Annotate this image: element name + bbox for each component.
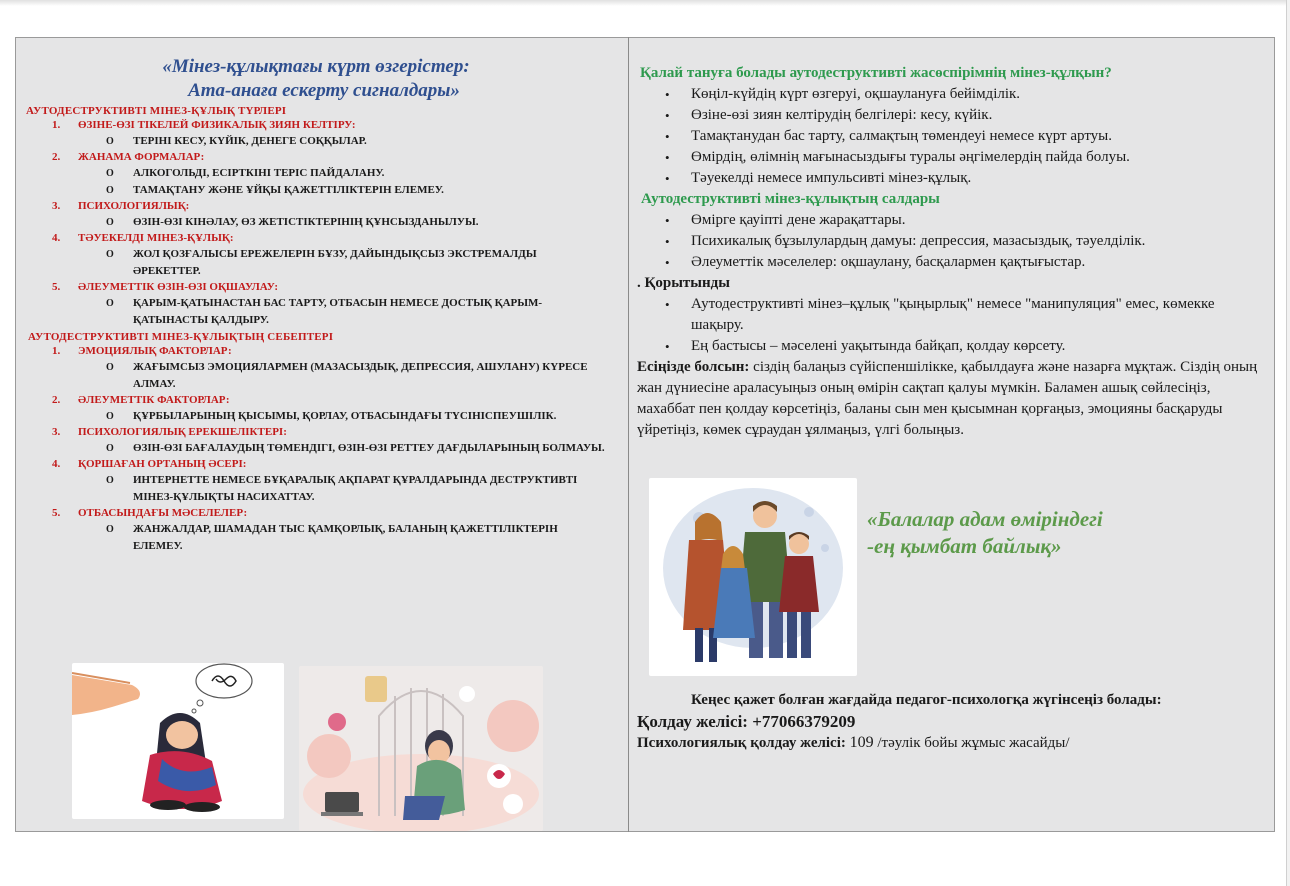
item-number: 1.	[52, 345, 61, 357]
list-item-text: ӨЗІН-ӨЗІ БАҒАЛАУДЫҢ ТӨМЕНДІГІ, ӨЗІН-ӨЗІ РЕТТЕУ ДАҒДЫЛАРЫНЫҢ БОЛМАУЫ.	[133, 442, 605, 454]
helping-hand-icon	[72, 675, 140, 715]
conclusion-list	[637, 294, 1265, 357]
remember-label: Есіңізде болсын:	[637, 359, 750, 375]
list-item-text: ИНТЕРНЕТТЕ НЕМЕСЕ БҰҚАРАЛЫҚ АҚПАРАТ ҚҰРАЛДАРЫНДА ДЕСТРУКТИВТІ МІНЕЗ-ҚҰЛЫҚТЫ НАСИХАТТАУ.	[133, 474, 578, 503]
consequences-list	[637, 210, 1265, 273]
helpline-row	[637, 711, 1267, 732]
conclusion-heading: . Қорытынды	[637, 275, 730, 291]
circle-bullet-icon: O	[106, 249, 114, 260]
circle-bullet-icon: O	[106, 185, 114, 196]
bullet-item	[665, 168, 1265, 189]
bullet-icon: •	[665, 171, 670, 186]
list-item-text: ӨЗІН-ӨЗІ КІНӘЛАУ, ӨЗ ЖЕТІСТІКТЕРІНІҢ ҚҰНСЫЗДАНЫЛУЫ.	[133, 216, 479, 228]
leaflet-title-line2: Ата-анаға ескерту сигналдары»	[188, 80, 460, 101]
left-panel	[18, 55, 624, 555]
types-item-3	[52, 199, 624, 214]
item-number: 3.	[52, 200, 61, 212]
causes-item-1	[52, 344, 624, 359]
bullet-item	[665, 210, 1265, 231]
circle-bullet-icon: O	[106, 443, 114, 454]
causes-item-4	[52, 457, 624, 472]
item-number: 1.	[52, 119, 61, 131]
circle-bullet-icon: O	[106, 362, 114, 373]
remember-text: сіздің балаңыз сүйіспеншілікке, қабылдауға және назарға мұқтаж. Сіздің оның жан дүниесіне араласуыңыз оның өмірін сақтап қалуы мүмкін. Баламен ашық сөйлесіңіз, махаббат пен қолдау көрсетіңіз, баланы сын мен қысымнан қорғаңыз, эмоцияны басқаруды үйретіңіз, көмек сұраудан ұялмаңыз, үлгі болыңыз.	[637, 359, 1258, 438]
drink-icon	[365, 676, 387, 702]
circle-bullet-icon: O	[106, 411, 114, 422]
circle-bullet-icon: O	[106, 217, 114, 228]
illustration-caged-teen	[299, 666, 543, 831]
types-list	[18, 118, 624, 329]
laptop-icon	[325, 792, 359, 812]
list-item	[106, 408, 606, 425]
circle-bullet-icon: O	[106, 524, 114, 535]
psych-note: /тәулік бойы жұмыс жасайды/	[877, 735, 1070, 751]
list-item-text: ҚҰРБЫЛАРЫНЫҢ ҚЫСЫМЫ, ҚОРЛАУ, ОТБАСЫНДАҒЫ ТҮСІНІСПЕУШІЛІК.	[133, 410, 557, 422]
list-item	[106, 472, 606, 506]
item-number: 2.	[52, 394, 61, 406]
quote-line2: -ең қымбат байлық»	[867, 534, 1062, 558]
bullet-item	[665, 147, 1265, 168]
item-label: ҚОРШАҒАН ОРТАНЫҢ ӘСЕРІ:	[78, 458, 247, 470]
illustration-sad-girl	[72, 663, 284, 819]
causes-list	[18, 344, 624, 555]
bullet-icon: •	[665, 108, 670, 123]
list-item	[106, 295, 606, 329]
quote	[867, 506, 1103, 560]
bullet-item	[665, 231, 1265, 252]
item-number: 4.	[52, 232, 61, 244]
contacts-block	[637, 690, 1267, 754]
causes-heading: АУТОДЕСТРУКТИВТІ МІНЕЗ-ҚҰЛЫҚТЫҢ СЕБЕПТЕРІ	[28, 331, 334, 343]
list-item-text: ТАМАҚТАНУ ЖӘНЕ ҰЙҚЫ ҚАЖЕТТІЛІКТЕРІН ЕЛЕМЕУ.	[133, 184, 444, 196]
bullet-icon: •	[665, 129, 670, 144]
bullet-text: Тамақтанудан бас тарту, салмақтың төмендеуі немесе күрт артуы.	[691, 128, 1113, 144]
bullet-text: Аутодеструктивті мінез–құлық "қыңырлық" немесе "манипуляция" емес, көмекке шақыру.	[691, 296, 1215, 333]
item-number: 2.	[52, 151, 61, 163]
item-label: ПСИХОЛОГИЯЛЫҚ ЕРЕКШЕЛІКТЕРІ:	[78, 426, 287, 438]
circle-bullet-icon: O	[106, 136, 114, 147]
bullet-text: Әлеуметтік мәселелер: оқшаулану, басқалармен қақтығыстар.	[691, 254, 1086, 270]
bullet-icon: •	[665, 255, 670, 270]
recognize-heading: Қалай тануға болады аутодеструктивті жасөспірімнің мінез-құлқын?	[640, 65, 1112, 81]
helpline-number: +77066379209	[752, 712, 856, 731]
bullet-text: Өзіне-өзі зиян келтірудің белгілері: кесу, күйік.	[691, 107, 993, 123]
bullet-item	[665, 84, 1265, 105]
sad-girl-drawing	[72, 663, 284, 819]
recognize-list	[637, 84, 1265, 189]
bullet-text: Өмірдің, өлімнің мағынасыздығы туралы әңгімелердің пайда болуы.	[691, 149, 1130, 165]
item-label: ПСИХОЛОГИЯЛЫҚ:	[78, 200, 190, 212]
item-label: ЖАНАМА ФОРМАЛАР:	[78, 151, 205, 163]
item-label: ӨЗІНЕ-ӨЗІ ТІКЕЛЕЙ ФИЗИКАЛЫҚ ЗИЯН КЕЛТІРУ:	[78, 119, 356, 131]
item-label: ТӘУЕКЕЛДІ МІНЕЗ-ҚҰЛЫҚ:	[78, 232, 234, 244]
top-edge	[0, 0, 1286, 6]
circle-bullet-icon: O	[106, 298, 114, 309]
psych-row	[637, 732, 1267, 754]
list-item	[106, 214, 606, 231]
list-item	[106, 182, 606, 199]
list-item	[106, 165, 606, 182]
list-item	[106, 440, 606, 457]
caged-teen-drawing	[299, 666, 543, 831]
item-label: ЭМОЦИЯЛЫҚ ФАКТОРЛАР:	[78, 345, 232, 357]
list-item	[106, 521, 606, 555]
psych-label: Психологиялық қолдау желісі:	[637, 735, 846, 751]
bullet-icon: •	[665, 150, 670, 165]
item-label: ОТБАСЫНДАҒЫ МӘСЕЛЕЛЕР:	[78, 507, 248, 519]
bullet-icon: •	[665, 234, 670, 249]
bullet-text: Ең бастысы – мәселені уақытында байқап, қолдау көрсету.	[691, 338, 1066, 354]
bullet-icon: •	[665, 297, 670, 312]
right-panel	[637, 63, 1265, 441]
list-item-text: ЖОЛ ҚОЗҒАЛЫСЫ ЕРЕЖЕЛЕРІН БҰЗУ, ДАЙЫНДЫҚСЫЗ ЭКСТРЕМАЛДЫ ӘРЕКЕТТЕР.	[133, 248, 537, 277]
list-item-text: ЖАҒЫМСЫЗ ЭМОЦИЯЛАРМЕН (МАЗАСЫЗДЫҚ, ДЕПРЕССИЯ, АШУЛАНУ) КҮРЕСЕ АЛМАУ.	[133, 361, 588, 390]
helpline-label: Қолдау желісі:	[637, 712, 748, 731]
advice-text: Кеңес қажет болған жағдайда педагог-психологқа жүгінсеңіз болады:	[691, 692, 1162, 708]
bullet-item	[665, 105, 1265, 126]
causes-item-2	[52, 393, 624, 408]
causes-item-5	[52, 506, 624, 521]
fold-divider	[628, 37, 629, 832]
list-item-text: ҚАРЫМ-ҚАТЫНАСТАН БАС ТАРТУ, ОТБАСЫН НЕМЕСЕ ДОСТЫҚ ҚАРЫМ-ҚАТЫНАСТЫ ҚАЛДЫРУ.	[133, 297, 543, 326]
types-item-1	[52, 118, 624, 133]
item-label: ӘЛЕУМЕТТІК ФАКТОРЛАР:	[78, 394, 230, 406]
consequences-heading: Аутодеструктивті мінез-құлықтың салдары	[641, 191, 940, 207]
item-number: 5.	[52, 281, 61, 293]
item-number: 4.	[52, 458, 61, 470]
remember-paragraph	[637, 357, 1265, 441]
causes-item-3	[52, 425, 624, 440]
pill-icon	[328, 713, 346, 731]
bullet-icon: •	[665, 87, 670, 102]
bullet-text: Көңіл-күйдің күрт өзгеруі, оқшаулануға бейімділік.	[691, 86, 1021, 102]
list-item	[106, 359, 606, 393]
bullet-icon: •	[665, 213, 670, 228]
list-item-text: АЛКОГОЛЬДІ, ЕСІРТКІНІ ТЕРІС ПАЙДАЛАНУ.	[133, 167, 385, 179]
bullet-text: Тәуекелді немесе импульсивті мінез-құлық.	[691, 170, 972, 186]
quote-line1: «Балалар адам өміріндегі	[867, 507, 1103, 531]
bullet-item	[665, 294, 1265, 336]
psych-number: 109	[849, 734, 874, 751]
types-item-5	[52, 280, 624, 295]
bullet-text: Өмірге қауіпті дене жарақаттары.	[691, 212, 906, 228]
leaflet-title-line1: «Мінез-құлықтағы күрт өзгерістер:	[162, 56, 470, 77]
circle-bullet-icon: O	[106, 475, 114, 486]
family-drawing	[649, 478, 857, 676]
item-number: 5.	[52, 507, 61, 519]
types-item-2	[52, 150, 624, 165]
bullet-text: Психикалық бұзылулардың дамуы: депрессия, мазасыздық, тәуелділік.	[691, 233, 1146, 249]
list-item	[106, 246, 606, 280]
bullet-icon: •	[665, 339, 670, 354]
list-item-text: ЖАНЖАЛДАР, ШАМАДАН ТЫС ҚАМҚОРЛЫҚ, БАЛАНЫҢ ҚАЖЕТТІЛІКТЕРІН ЕЛЕМЕУ.	[133, 523, 558, 552]
bullet-item	[665, 336, 1265, 357]
types-heading: АУТОДЕСТРУКТИВТІ МІНЕЗ-ҚҰЛЫҚ ТҮРЛЕРІ	[26, 105, 287, 117]
son-figure	[789, 534, 809, 554]
bullet-item	[665, 252, 1265, 273]
circle-bullet-icon: O	[106, 168, 114, 179]
list-item-text: ТЕРІНІ КЕСУ, КҮЙІК, ДЕНЕГЕ СОҚҚЫЛАР.	[133, 135, 367, 147]
illustration-family	[649, 478, 857, 676]
item-label: ӘЛЕУМЕТТІК ӨЗІН-ӨЗІ ОҚШАУЛАУ:	[78, 281, 279, 293]
bullet-item	[665, 126, 1265, 147]
types-item-4	[52, 231, 624, 246]
list-item	[106, 133, 606, 150]
item-number: 3.	[52, 426, 61, 438]
